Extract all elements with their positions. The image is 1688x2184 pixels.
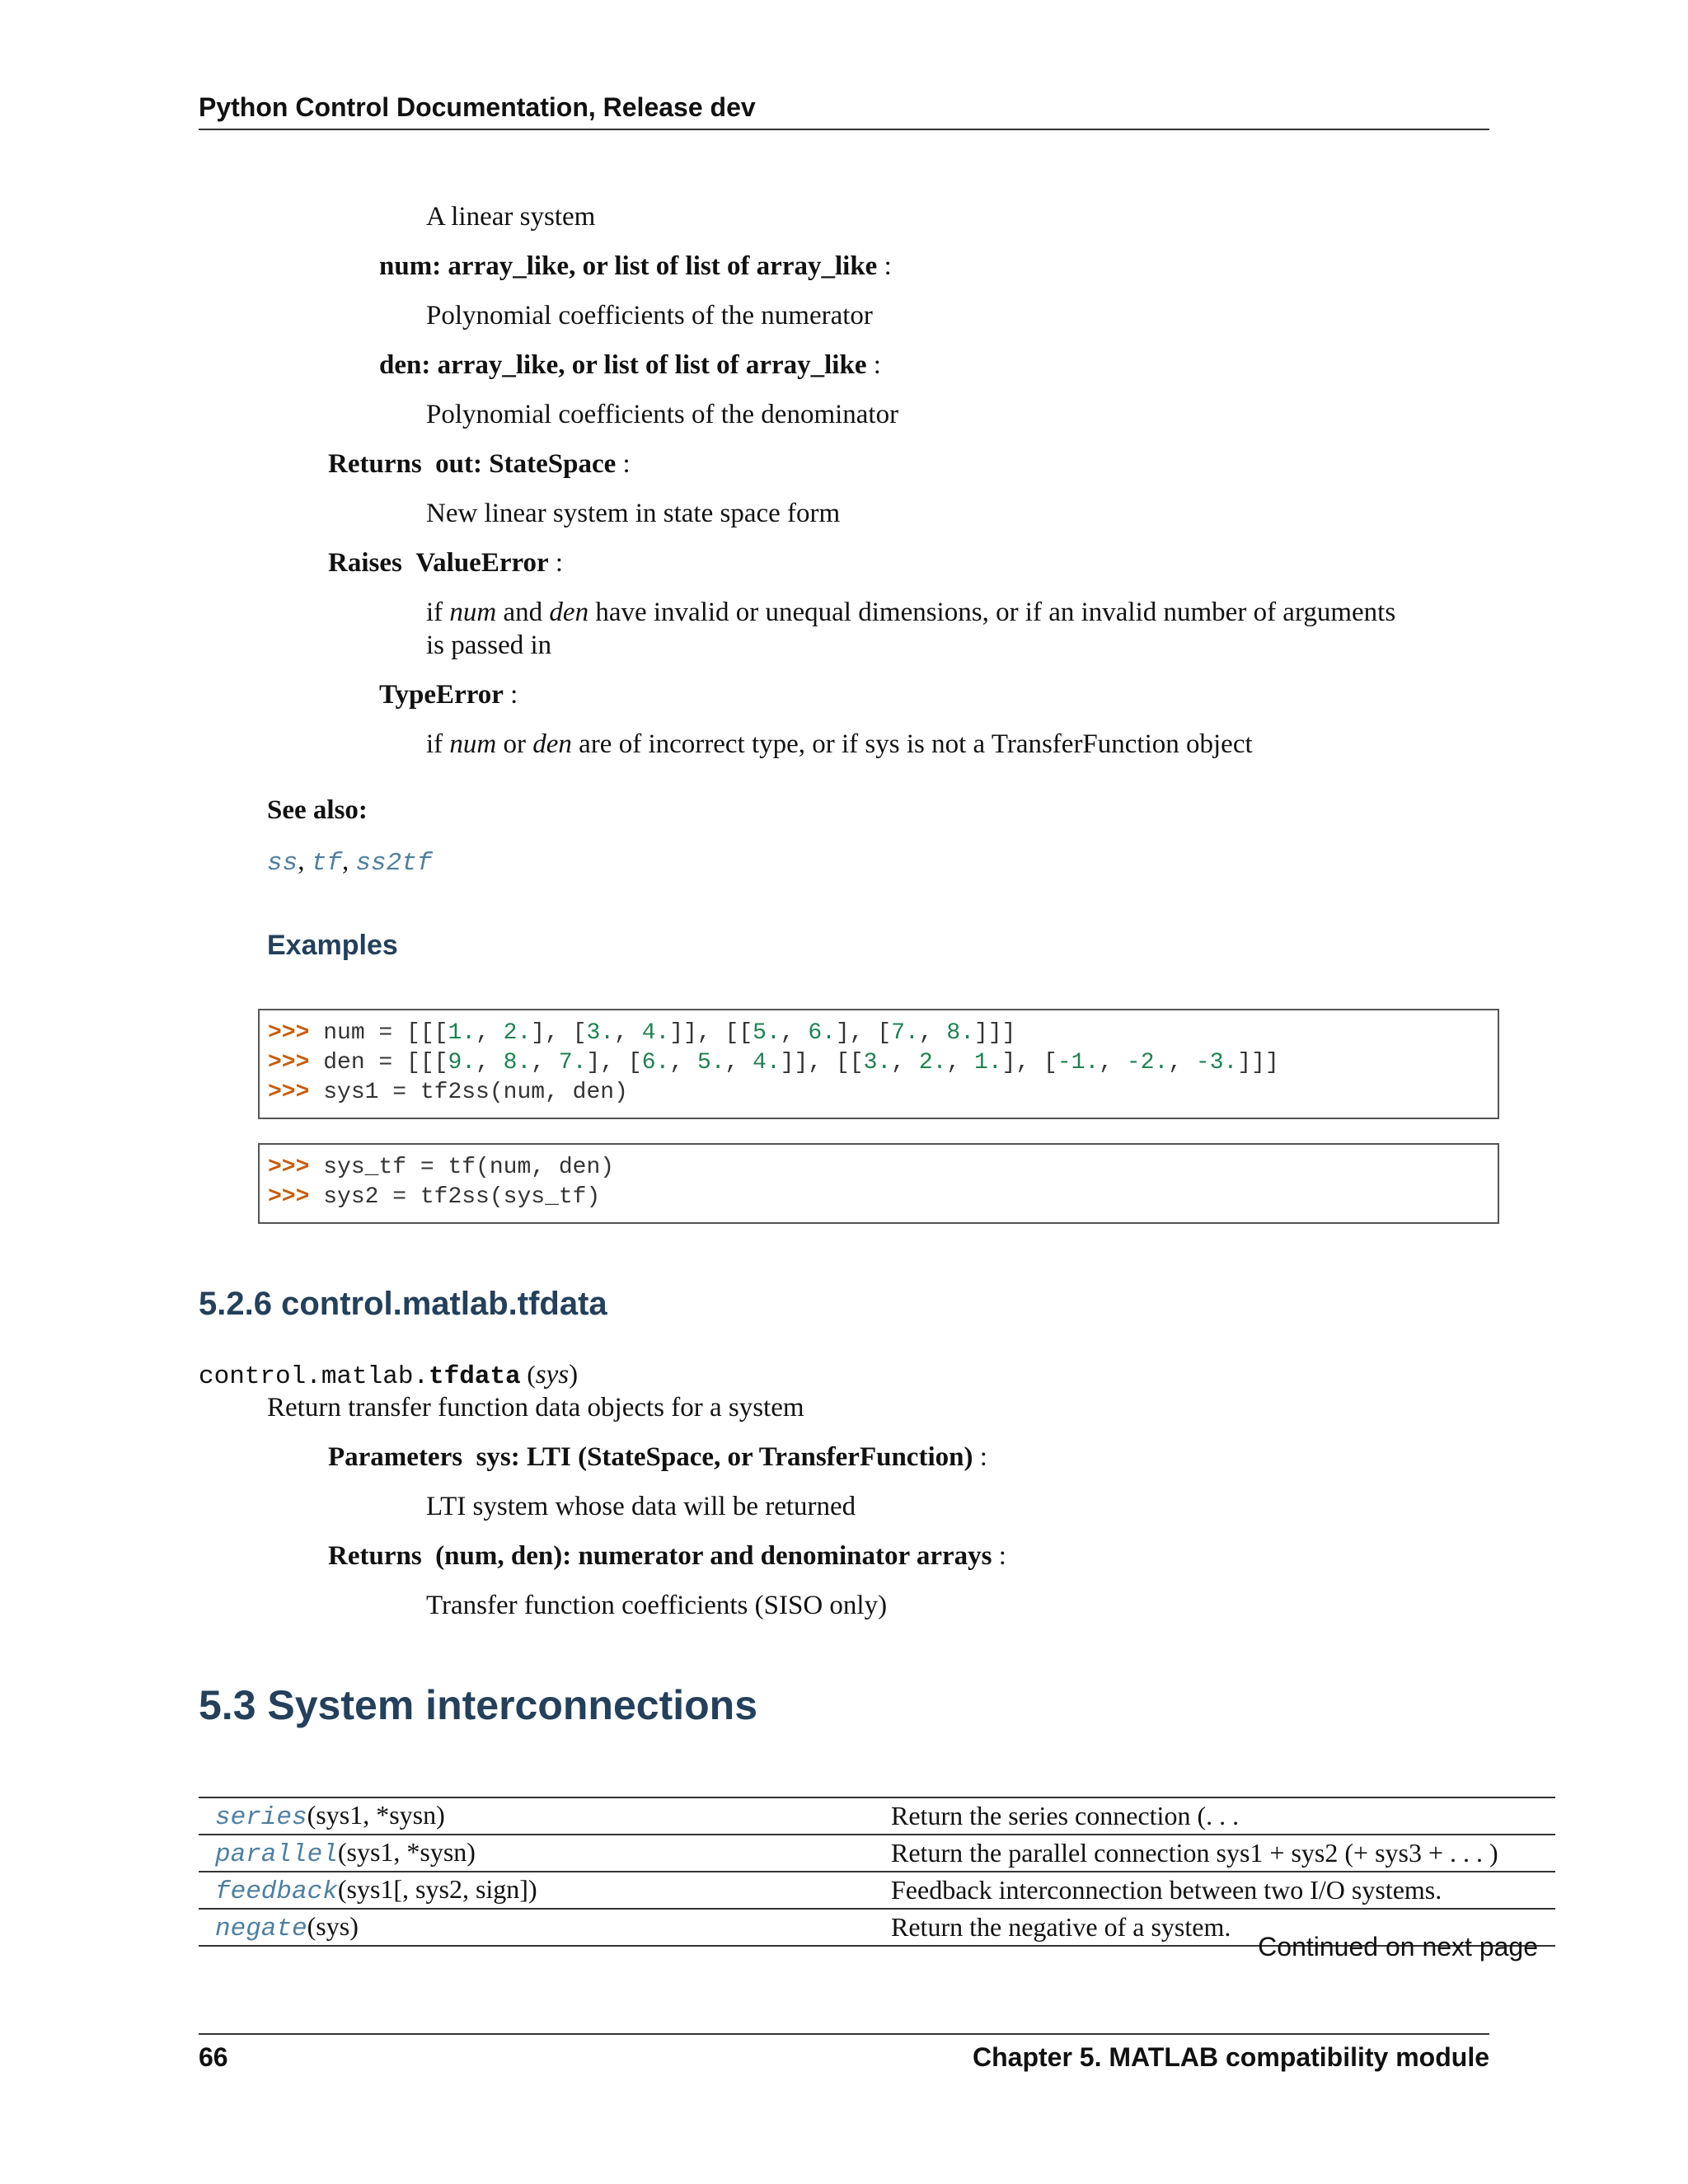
function-link-negate[interactable]: negate (215, 1915, 307, 1943)
see-also-title: See also: (267, 795, 368, 825)
tfdata-returns-label: (num, den): numerator and denominator arrays (435, 1541, 992, 1571)
table-row (199, 1872, 1555, 1909)
function-link-parallel[interactable]: parallel (215, 1840, 338, 1869)
num-param-label: num: array_like, or list of list of array_like (379, 251, 878, 281)
function-desc: Return transfer function data objects for a system (267, 1393, 804, 1422)
tfdata-param-desc: LTI system whose data will be returned (426, 1492, 856, 1521)
function-desc-cell: Return the parallel connection sys1 + sys2 (+ sys3 + . . . ) (874, 1835, 1555, 1872)
returns-label: out: StateSpace (435, 449, 617, 479)
page-number: 66 (199, 2042, 228, 2072)
function-link-feedback[interactable]: feedback (215, 1877, 338, 1906)
interconnections-table (199, 1797, 1555, 1947)
tfdata-returns: Returns (num, den): numerator and denominator arrays : (328, 1541, 1006, 1571)
section-5-3-title: 5.3 System interconnections (199, 1682, 758, 1728)
function-args: (sys1, *sysn) (307, 1800, 445, 1830)
table-row (199, 1835, 1555, 1872)
function-cell (199, 1835, 874, 1872)
value-error-label: ValueError (415, 548, 549, 578)
code-block-2: >>> sys_tf = tf(num, den) >>> sys2 = tf2ss(sys_tf) (258, 1143, 1499, 1224)
see-also-links: ss, tf, ss2tf (267, 846, 433, 878)
sys-param-desc: A linear system (426, 202, 596, 232)
den-param-desc: Polynomial coefficients of the denominator (426, 400, 899, 429)
function-cell (199, 1797, 874, 1835)
running-header: Python Control Documentation, Release dev (199, 92, 756, 122)
signature-arg: sys (535, 1360, 570, 1390)
type-error: TypeError : (379, 680, 518, 710)
function-args: (sys1, *sysn) (337, 1837, 476, 1867)
type-error-desc: if num or den are of incorrect type, or if sys is not a TransferFunction object (426, 729, 1253, 759)
function-args: (sys) (307, 1911, 359, 1941)
function-args: (sys1[, sys2, sign]) (337, 1874, 537, 1904)
value-error-desc: if num and den have invalid or unequal dimensions, or if an invalid number of arguments (426, 598, 1396, 627)
chapter-title: Chapter 5. MATLAB compatibility module (973, 2042, 1489, 2072)
returns-field: Returns out: StateSpace : (328, 449, 631, 479)
returns-field-name: Returns (328, 449, 422, 479)
tfdata-returns-desc: Transfer function coefficients (SISO only) (426, 1591, 888, 1620)
table-row (199, 1797, 1555, 1835)
code-block-1: >>> num = [[[1., 2.], [3., 4.]], [[5., 6.], [7., 8.]]] >>> den = [[[9., 8., 7.], [6., 5., 4.]], [[3., 2., 1.], [-1., -2., -3.]]] >>> sys1 = tf2ss(num, den) (258, 1009, 1499, 1119)
examples-heading: Examples (267, 930, 398, 961)
returns-desc: New linear system in state space form (426, 499, 841, 528)
value-error-desc-cont: is passed in (426, 630, 552, 660)
signature-name: tfdata (429, 1362, 521, 1391)
header-rule (199, 129, 1489, 130)
see-also-link-ss[interactable]: ss (267, 849, 298, 878)
function-cell (199, 1872, 874, 1909)
tfdata-param-label: sys: LTI (StateSpace, or TransferFunction) (476, 1442, 973, 1472)
section-5-2-6-title: 5.2.6 control.matlab.tfdata (199, 1286, 607, 1322)
function-desc-cell: Return the series connection (. . . (874, 1797, 1555, 1835)
parameters-field-name: Parameters (328, 1442, 463, 1472)
signature-prefix: control.matlab. (199, 1362, 429, 1391)
continued-note: Continued on next page (1258, 1932, 1538, 1961)
function-desc-cell: Return the negative of a system. (874, 1909, 1555, 1946)
tfdata-returns-field-name: Returns (328, 1541, 422, 1571)
den-param: den: array_like, or list of list of array_like : (379, 350, 881, 380)
raises-field: Raises ValueError : (328, 548, 564, 578)
footer-rule (199, 2033, 1489, 2035)
num-param: num: array_like, or list of list of array_like : (379, 251, 892, 281)
den-param-label: den: array_like, or list of list of array_like (379, 350, 867, 380)
function-signature: control.matlab.tfdata (sys) (199, 1360, 579, 1391)
function-desc-cell: Feedback interconnection between two I/O systems. (874, 1872, 1555, 1909)
raises-field-name: Raises (328, 548, 402, 578)
num-param-desc: Polynomial coefficients of the numerator (426, 301, 873, 330)
type-error-label: TypeError (379, 680, 504, 710)
function-cell (199, 1909, 874, 1946)
see-also-link-tf[interactable]: tf (311, 849, 342, 878)
tfdata-params: Parameters sys: LTI (StateSpace, or TransferFunction) : (328, 1442, 987, 1472)
see-also-link-ss2tf[interactable]: ss2tf (355, 849, 433, 878)
function-link-series[interactable]: series (215, 1803, 307, 1832)
